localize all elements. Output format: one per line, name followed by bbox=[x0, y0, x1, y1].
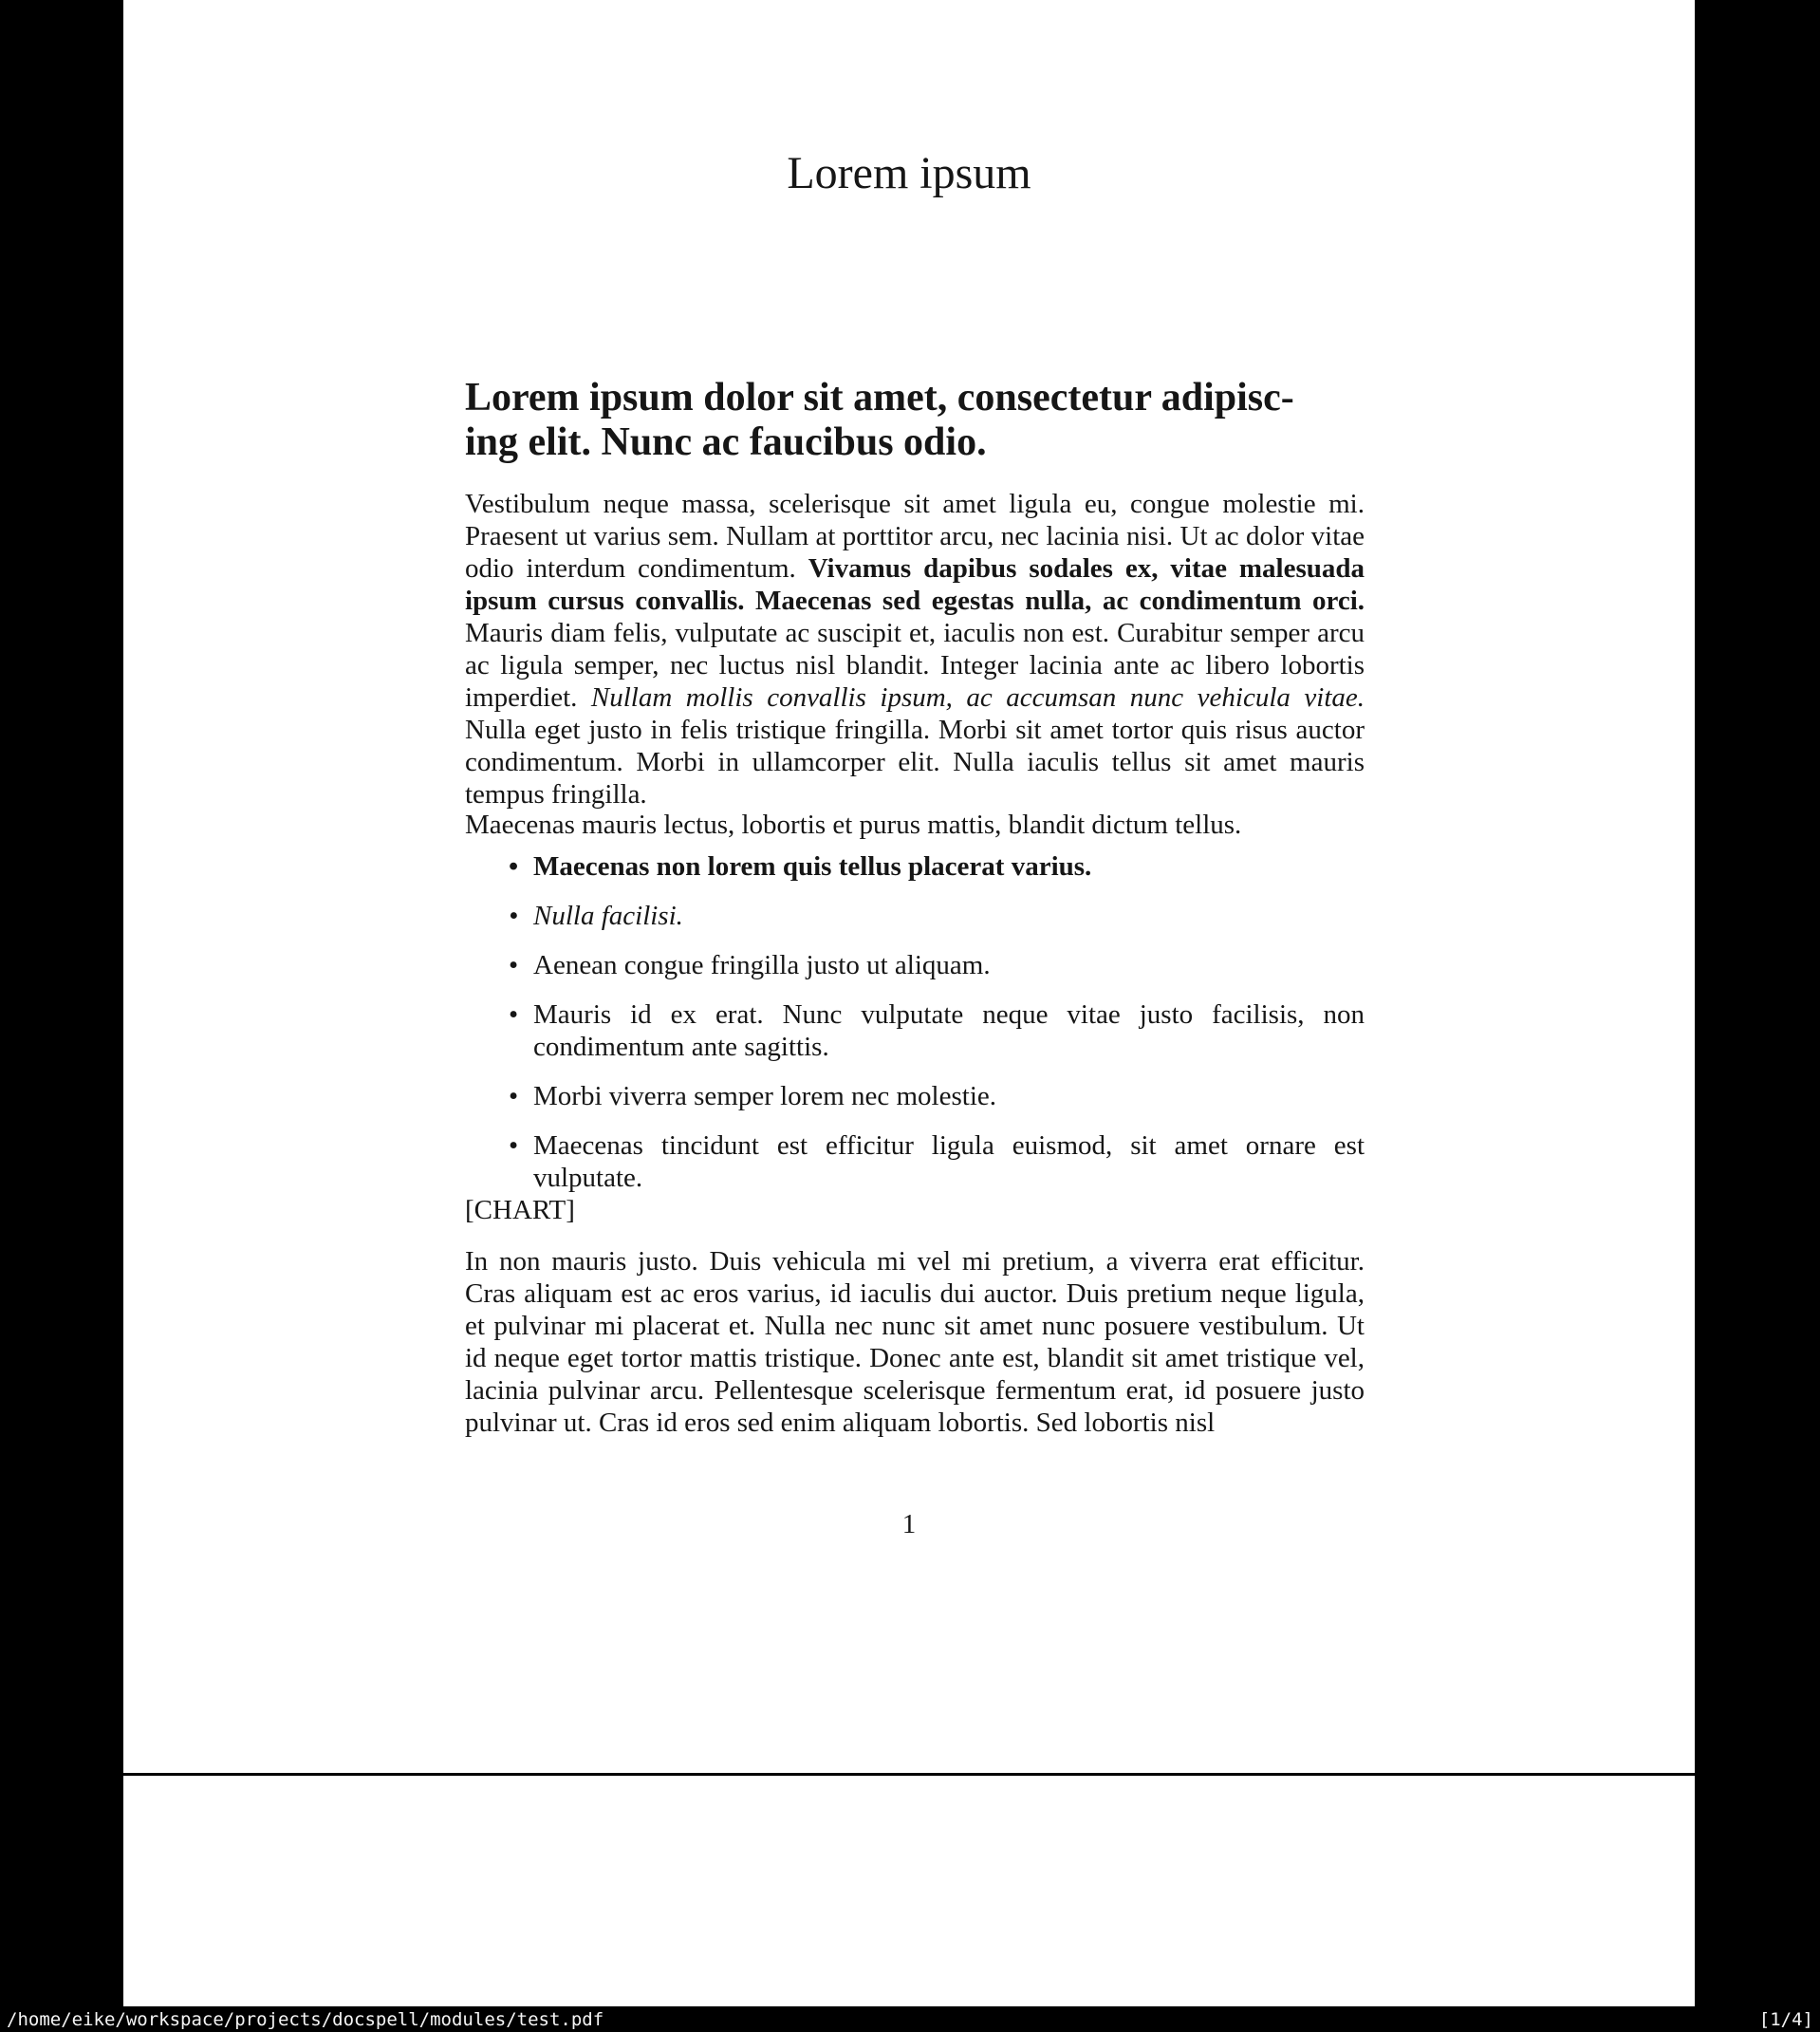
text-segment-bold: Vivamus dapibus sodales ex, vitae malesuada ipsum cursus convallis. Maecenas sed egestas nulla, ac condimentum orci. bbox=[465, 553, 1365, 616]
status-bar bbox=[0, 2006, 1820, 2032]
pdf-page-2-top bbox=[123, 1776, 1695, 2006]
text-segment: Vestibulum neque massa, scelerisque sit amet ligula eu, congue molestie mi. Praesent ut varius sem. Nullam at porttitor arcu, nec lacinia nisi. Ut ac dolor vitae odio interdum condimentum. bbox=[465, 489, 1365, 584]
page-number: 1 bbox=[901, 1509, 917, 1539]
document-title: Lorem ipsum bbox=[787, 148, 1031, 198]
section-heading-line: Lorem ipsum dolor sit amet, consectetur adipisc- bbox=[465, 376, 1294, 419]
chart-placeholder: [CHART] bbox=[465, 1195, 575, 1225]
list-item: • Aenean congue fringilla justo ut aliquam. bbox=[465, 949, 1365, 981]
paragraph-3: In non mauris justo. Duis vehicula mi vel mi pretium, a viverra erat efficitur. Cras aliquam est ac eros varius, id iaculis dui auctor. Duis pretium neque ligula, et pulvinar mi placerat et. Nulla nec nunc sit amet nunc posuere vestibulum. Ut id neque eget tortor mattis tristique. Donec ante est, blandit sit amet tristique vel, lacinia pulvinar arcu. Pellentesque scelerisque fermentum erat, id posuere justo pulvinar ut. Cras id eros sed enim aliquam lobortis. Sed lobortis nisl bbox=[465, 1246, 1365, 1438]
status-bar-page-indicator: [1/4] bbox=[1758, 2008, 1813, 2030]
text-segment: Nulla eget justo in felis tristique fringilla. Morbi sit amet tortor quis risus auctor condimentum. Morbi in ullamcorper elit. Nulla iaculis tellus sit amet mauris tempus fringilla. bbox=[465, 715, 1365, 810]
text-segment-italic: Nullam mollis convallis ipsum, ac accumsan nunc vehicula vitae. bbox=[590, 682, 1365, 713]
list-item: • Mauris id ex erat. Nunc vulputate neque vitae justo facilisis, non condimentum ante sagittis. bbox=[465, 998, 1365, 1063]
section-heading-line: ing elit. Nunc ac faucibus odio. bbox=[465, 420, 987, 464]
status-bar-file-path: /home/eike/workspace/projects/docspell/modules/test.pdf bbox=[7, 2008, 604, 2030]
paragraph-1 bbox=[465, 488, 1365, 811]
pdf-page-1 bbox=[123, 0, 1695, 1773]
list-item: • Maecenas non lorem quis tellus placerat varius. bbox=[465, 850, 1365, 883]
list-item: • Nulla facilisi. bbox=[465, 900, 1365, 932]
list-item: • Morbi viverra semper lorem nec molestie. bbox=[465, 1080, 1365, 1112]
section-heading bbox=[465, 376, 1365, 465]
bullet-list bbox=[465, 850, 1365, 1211]
text-segment: Mauris diam felis, vulputate ac suscipit et, iaculis non est. Curabitur semper arcu ac ligula semper, nec luctus nisl blandit. Integer lacinia ante ac libero lobortis imperdiet. bbox=[465, 618, 1365, 713]
paragraph-2: Maecenas mauris lectus, lobortis et purus mattis, blandit dictum tellus. bbox=[465, 810, 1242, 840]
list-item: • Maecenas tincidunt est efficitur ligula euismod, sit amet ornare est vulputate. bbox=[465, 1129, 1365, 1194]
